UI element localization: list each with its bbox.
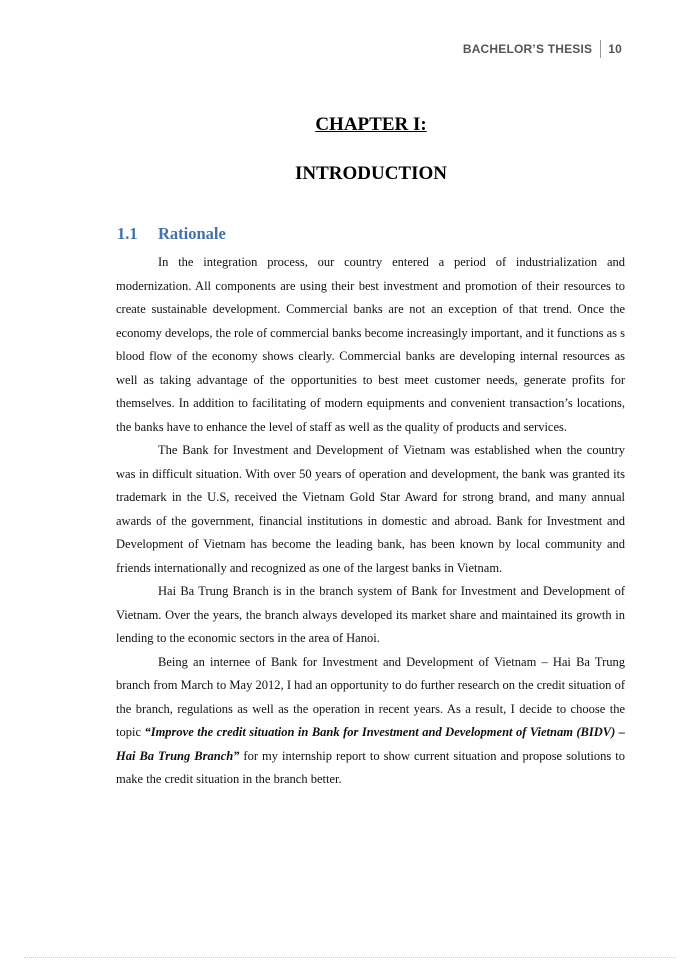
page-header — [463, 40, 622, 58]
paragraph-4-intro: Being an internee of Bank for Investment and Development of Vietnam – Hai Ba Trung branch from March to May 2012, I had an opportunity to do further research on the credit situation of the branch, regulations as well as the operation in recent years. As a result, I decide to choose the topic — [116, 654, 625, 739]
chapter-title: CHAPTER I: — [315, 114, 427, 135]
paragraph-3: Hai Ba Trung Branch is in the branch system of Bank for Investment and Development of Vietnam. Over the years, the branch always developed its market share and maintained its growth in lending to the economic sectors in the area of Hanoi. — [116, 584, 625, 645]
body-text — [116, 251, 625, 792]
paragraph-4-end: for my internship report to show current situation and propose solutions to make the credit situation in the branch better. — [116, 748, 625, 786]
running-header-title: BACHELOR’S THESIS — [462, 42, 593, 56]
paragraph-4 — [116, 651, 625, 792]
paragraph-1: In the integration process, our country entered a period of industrialization and modernization. All components are using their best investment and promotion of their resources to create sustainable development. Commercial banks are not an exception of that trend. Once the economy develops, the role of commercial banks become increasingly important, and it functions as s blood flow of the economy shows clearly. Commercial banks are developing internal resources as well as taking advantage of the opportunities to best meet customer needs, generate profits for themselves. In addition to facilitating of modern equipments and convenient transaction’s locations, the banks have to enhance the level of staff as well as the quality of products and services. — [116, 255, 625, 434]
page-number: 10 — [608, 42, 622, 56]
section-number: 1.1 — [117, 224, 138, 243]
thesis-topic: “Improve the credit situation in Bank for Investment and Development of Vietnam (BIDV) – Hai Ba Trung Branch” — [116, 725, 625, 763]
chapter-subtitle: INTRODUCTION — [294, 163, 448, 184]
paragraph-2: The Bank for Investment and Development of Vietnam was established when the country was in difficult situation. With over 50 years of operation and development, the bank was granted its trademark in the U.S, received the Vietnam Gold Star Award for strong brand, and many annual awards of the government, financial institutions in domestic and abroad. Bank for Investment and Development of Vietnam has become the leading bank, has been known by local community and friends internationally and recognized as one of the largest banks in Vietnam. — [116, 443, 625, 575]
section-title: Rationale — [158, 224, 226, 243]
header-divider — [600, 40, 601, 58]
section-heading — [117, 224, 226, 244]
page-bottom-rule — [24, 957, 676, 958]
